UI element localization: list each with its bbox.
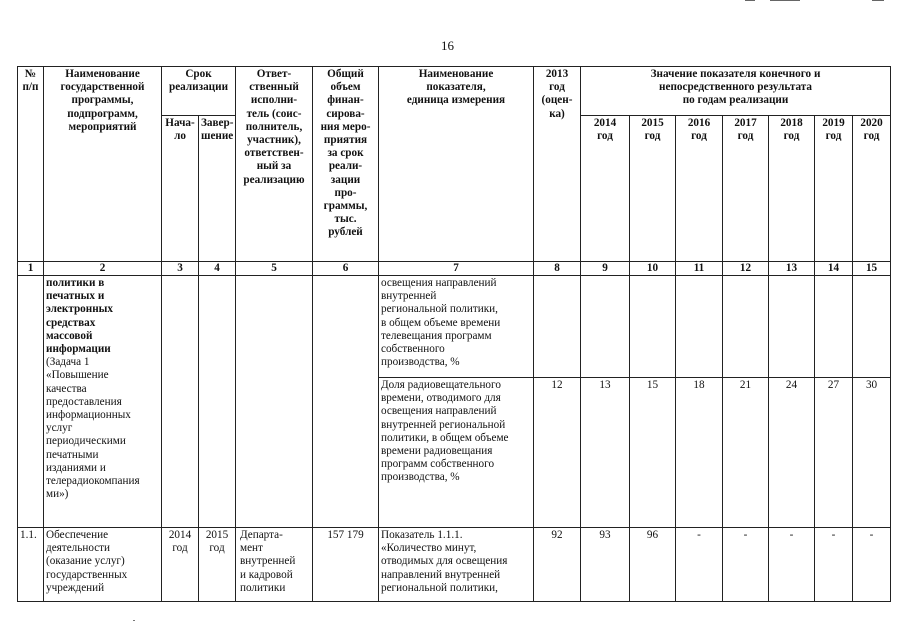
column-number: 6	[313, 262, 379, 276]
header-year-2015: 2015 год	[630, 116, 676, 262]
column-number: 14	[815, 262, 853, 276]
value-2019: 27	[815, 378, 853, 528]
column-number: 9	[581, 262, 630, 276]
column-number: 3	[162, 262, 199, 276]
header-year-2017: 2017 год	[723, 116, 769, 262]
cell-empty	[18, 276, 44, 528]
column-number: 15	[853, 262, 891, 276]
scan-mark	[745, 0, 755, 1]
value-2018: 24	[769, 378, 815, 528]
responsible-executor: Департа- мент внутренней и кадровой политики	[236, 528, 313, 602]
end-year: 2015 год	[199, 528, 236, 602]
cell-empty	[236, 276, 313, 528]
value-2016: 18	[676, 378, 723, 528]
column-number: 7	[379, 262, 534, 276]
value-2017: -	[723, 528, 769, 602]
column-number: 10	[630, 262, 676, 276]
value-2019: -	[815, 528, 853, 602]
column-number: 1	[18, 262, 44, 276]
header-num: № п/п	[18, 67, 44, 262]
value-2018: -	[769, 528, 815, 602]
page-number: 16	[441, 38, 454, 53]
task-name-cell	[44, 276, 162, 528]
header-responsible: Ответ- ственный исполни- тель (соис- полнитель, участник), ответствен- ный за реализацию	[236, 67, 313, 262]
header-2013: 2013 год (оцен- ка)	[534, 67, 581, 262]
cell-empty	[199, 276, 236, 528]
cell-empty	[769, 276, 815, 378]
header-values-title: Значение показателя конечного и непосредственного результата по годам реализации	[581, 67, 891, 116]
cell-empty	[581, 276, 630, 378]
column-number: 5	[236, 262, 313, 276]
column-number: 13	[769, 262, 815, 276]
cell-empty	[162, 276, 199, 528]
value-2020: 30	[853, 378, 891, 528]
header-name: Наименование государственной программы, подпрограмм, мероприятий	[44, 67, 162, 262]
header-term: Срок реализации	[162, 67, 236, 116]
header-year-2020: 2020 год	[853, 116, 891, 262]
cell-empty	[630, 276, 676, 378]
indicator-radio-share: Доля радиовещательного времени, отводимого для освещения направлений внутренней региональной политики, в общем объеме времени радиовещания программ собственного производства, %	[379, 378, 534, 528]
scan-speck	[133, 620, 135, 621]
header-start: Нача- ло	[162, 116, 199, 262]
indicator-minutes: Показатель 1.1.1. «Количество минут, отводимых для освещения направлений внутренней региональной политики,	[379, 528, 534, 602]
column-number: 12	[723, 262, 769, 276]
value-2014: 13	[581, 378, 630, 528]
scan-mark	[770, 0, 800, 1]
cell-empty	[853, 276, 891, 378]
header-year-2016: 2016 год	[676, 116, 723, 262]
column-number: 8	[534, 262, 581, 276]
cell-empty	[313, 276, 379, 528]
value-2015: 15	[630, 378, 676, 528]
value-2013: 92	[534, 528, 581, 602]
start-year: 2014 год	[162, 528, 199, 602]
cell-empty	[676, 276, 723, 378]
cell-empty	[815, 276, 853, 378]
scan-mark	[872, 0, 884, 1]
header-indicator: Наименование показателя, единица измерения	[379, 67, 534, 262]
header-year-2014: 2014 год	[581, 116, 630, 262]
value-2015: 96	[630, 528, 676, 602]
indicator-tv-share: освещения направлений внутренней региональной политики, в общем объеме времени телевещания программ собственного производства, %	[379, 276, 534, 378]
task-name-rest: (Задача 1 «Повышение качества предоставления информационных услуг периодическими печатными изданиями и телерадиокомпания ми»)	[46, 356, 140, 501]
value-2014: 93	[581, 528, 630, 602]
value-2020: -	[853, 528, 891, 602]
value-2013: 12	[534, 378, 581, 528]
task-name-bold: политики в печатных и электронных средствах массовой информации	[46, 277, 113, 356]
column-number: 11	[676, 262, 723, 276]
header-end: Завер- шение	[199, 116, 236, 262]
header-year-2018: 2018 год	[769, 116, 815, 262]
value-2016: -	[676, 528, 723, 602]
cell-empty	[723, 276, 769, 378]
cell-empty	[534, 276, 581, 378]
header-year-2019: 2019 год	[815, 116, 853, 262]
column-number: 2	[44, 262, 162, 276]
header-volume: Общий объем финан- сирова- ния меро- приятия за срок реали- зации про- граммы, тыс. рублей	[313, 67, 379, 262]
value-2017: 21	[723, 378, 769, 528]
activity-name: Обеспечение деятельности (оказание услуг) государственных учреждений	[44, 528, 162, 602]
financing-volume: 157 179	[313, 528, 379, 602]
indicators-table	[17, 66, 891, 602]
row-number: 1.1.	[18, 528, 44, 602]
column-number: 4	[199, 262, 236, 276]
